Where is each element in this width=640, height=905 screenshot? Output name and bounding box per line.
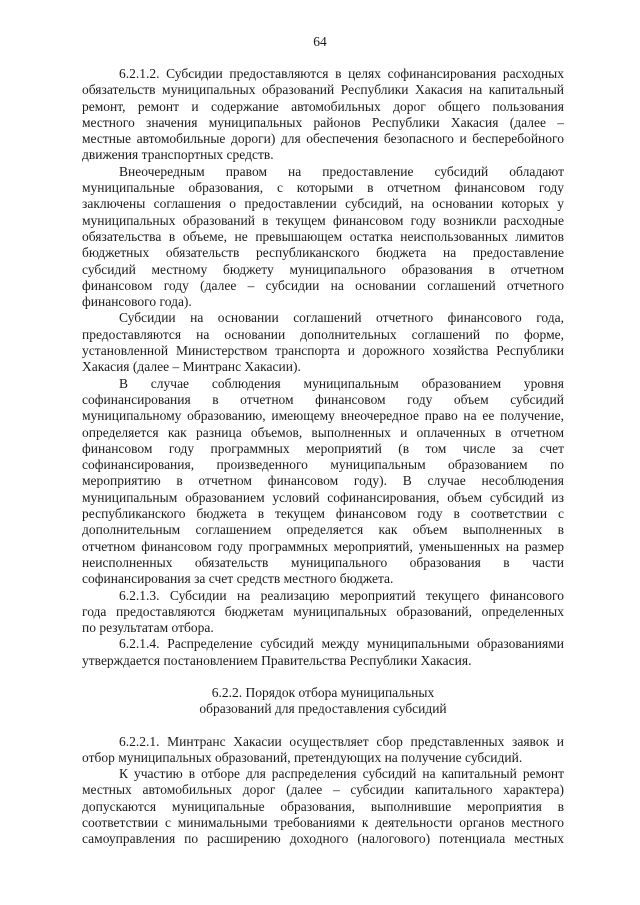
paragraph-line: отчетном финансовом году программных мероприятий, уменьшенных на размер xyxy=(82,538,564,554)
paragraph-line: софинансирования, произведенного муниципальным образованием по xyxy=(82,457,564,473)
paragraph-line: 6.2.1.4. Распределение субсидий между муниципальными образованиями xyxy=(119,636,564,652)
paragraph-p-priority-right xyxy=(82,164,564,311)
paragraph-line: допускаются муниципальные образования, выполнившие мероприятия в xyxy=(82,798,564,814)
paragraph-line: года предоставляются бюджетам муниципальных образований, определенных xyxy=(82,603,564,619)
paragraph-line: 6.2.2.1. Минтранс Хакасии осуществляет сбор представленных заявок и xyxy=(119,733,564,749)
document-body xyxy=(82,66,564,848)
paragraph-p-6-2-1-4 xyxy=(82,636,564,669)
paragraph-line: неисполненных обязательств муниципального образования в части xyxy=(82,554,564,570)
paragraph-line: Субсидии на основании соглашений отчетного финансового года, xyxy=(119,310,564,326)
paragraph-line: муниципальных образований в текущем финансовом году возникли расходные xyxy=(82,212,564,228)
section-heading xyxy=(82,685,564,718)
paragraph-line: ремонт, ремонт и содержание автомобильных дорог общего пользования xyxy=(82,98,564,114)
paragraph-line: финансовом году (далее – субсидии на основании соглашений отчетного xyxy=(82,277,564,293)
paragraph-line: обязательства в объеме, не превышающем остатка неиспользованных лимитов xyxy=(82,228,564,244)
paragraph-line: самоуправления по расширению доходного (налогового) потенциала местных xyxy=(82,831,564,847)
paragraph-p-admission xyxy=(82,766,564,847)
paragraph-line: республиканского бюджета в текущем финансовом году в соответствии с xyxy=(82,506,564,522)
paragraph-p-6-2-2-1 xyxy=(82,734,564,767)
paragraph-line: дополнительным соглашением определяется как объем выполненных в xyxy=(82,522,564,538)
paragraph-line: местных автомобильных дорог (далее – субсидии капитального характера) xyxy=(82,782,564,798)
paragraph-line: К участию в отборе для распределения субсидий на капитальный ремонт xyxy=(119,766,564,782)
paragraph-line: по результатам отбора. xyxy=(82,620,214,636)
paragraph-line: софинансирования за счет средств местного бюджета. xyxy=(82,571,394,587)
paragraph-line: Хакасия (далее – Минтранс Хакасии). xyxy=(82,359,301,375)
paragraph-line: движения транспортных средств. xyxy=(82,147,274,163)
paragraph-p-6-2-1-2 xyxy=(82,66,564,164)
paragraph-line: субсидий местному бюджету муниципального образования в отчетном xyxy=(82,261,564,277)
paragraph-line: В случае соблюдения муниципальным образованием уровня xyxy=(119,375,564,391)
paragraph-line: муниципальные образования, с которыми в отчетном финансовом году xyxy=(82,180,564,196)
paragraph-line: софинансирования в отчетном финансовом году объем субсидий xyxy=(82,391,564,407)
paragraph-line: обязательств муниципальных образований Республики Хакасия на капитальный xyxy=(82,82,564,98)
paragraph-line: финансового года). xyxy=(82,294,192,310)
section-heading-line-1: 6.2.2. Порядок отбора муниципальных xyxy=(211,684,435,700)
page-number: 64 xyxy=(313,34,327,49)
paragraph-p-6-2-1-3 xyxy=(82,588,564,637)
paragraph-line: заключены соглашения о предоставлении субсидий, на основании которых у xyxy=(82,196,564,212)
paragraph-line: финансовом году программных мероприятий (в том числе за счет xyxy=(82,440,564,456)
paragraph-line: определяется как разница объемов, выполненных и оплаченных в отчетном xyxy=(82,424,564,440)
section-heading-line-2: образований для предоставления субсидий xyxy=(199,701,447,717)
paragraph-line: местные автомобильные дороги) для обеспечения безопасного и бесперебойного xyxy=(82,131,564,147)
paragraph-line: установленной Министерством транспорта и дорожного хозяйства Республики xyxy=(82,343,564,359)
paragraph-line: отбор муниципальных образований, претендующих на получение субсидий. xyxy=(82,749,523,765)
paragraph-line: 6.2.1.3. Субсидии на реализацию мероприятий текущего финансового xyxy=(119,587,564,603)
paragraph-line: предоставляются на основании дополнительных соглашений по форме, xyxy=(82,326,564,342)
paragraph-p-subsidies-basis xyxy=(82,310,564,375)
paragraph-line: мероприятию в отчетном финансовом году). В случае несоблюдения xyxy=(82,473,564,489)
paragraph-line: утверждается постановлением Правительства Республики Хакасия. xyxy=(82,652,472,668)
section-6-2-1-text xyxy=(82,66,564,669)
paragraph-line: 6.2.1.2. Субсидии предоставляются в целях софинансирования расходных xyxy=(119,66,564,81)
paragraph-p-compliance xyxy=(82,376,564,588)
paragraph-line: муниципальным образованием условий софинансирования, объем субсидий из xyxy=(82,489,564,505)
paragraph-line: соответствии с минимальными требованиями к деятельности органов местного xyxy=(82,815,564,831)
paragraph-line: местного значения муниципальных районов Республики Хакасия (далее – xyxy=(82,114,564,130)
paragraph-line: бюджетных обязательств республиканского бюджета на предоставление xyxy=(82,245,564,261)
paragraph-line: Внеочередным правом на предоставление субсидий обладают xyxy=(119,163,564,179)
paragraph-line: муниципальному образованию, имеющему внеочередное право на ее получение, xyxy=(82,408,564,424)
section-6-2-2-text xyxy=(82,734,564,848)
